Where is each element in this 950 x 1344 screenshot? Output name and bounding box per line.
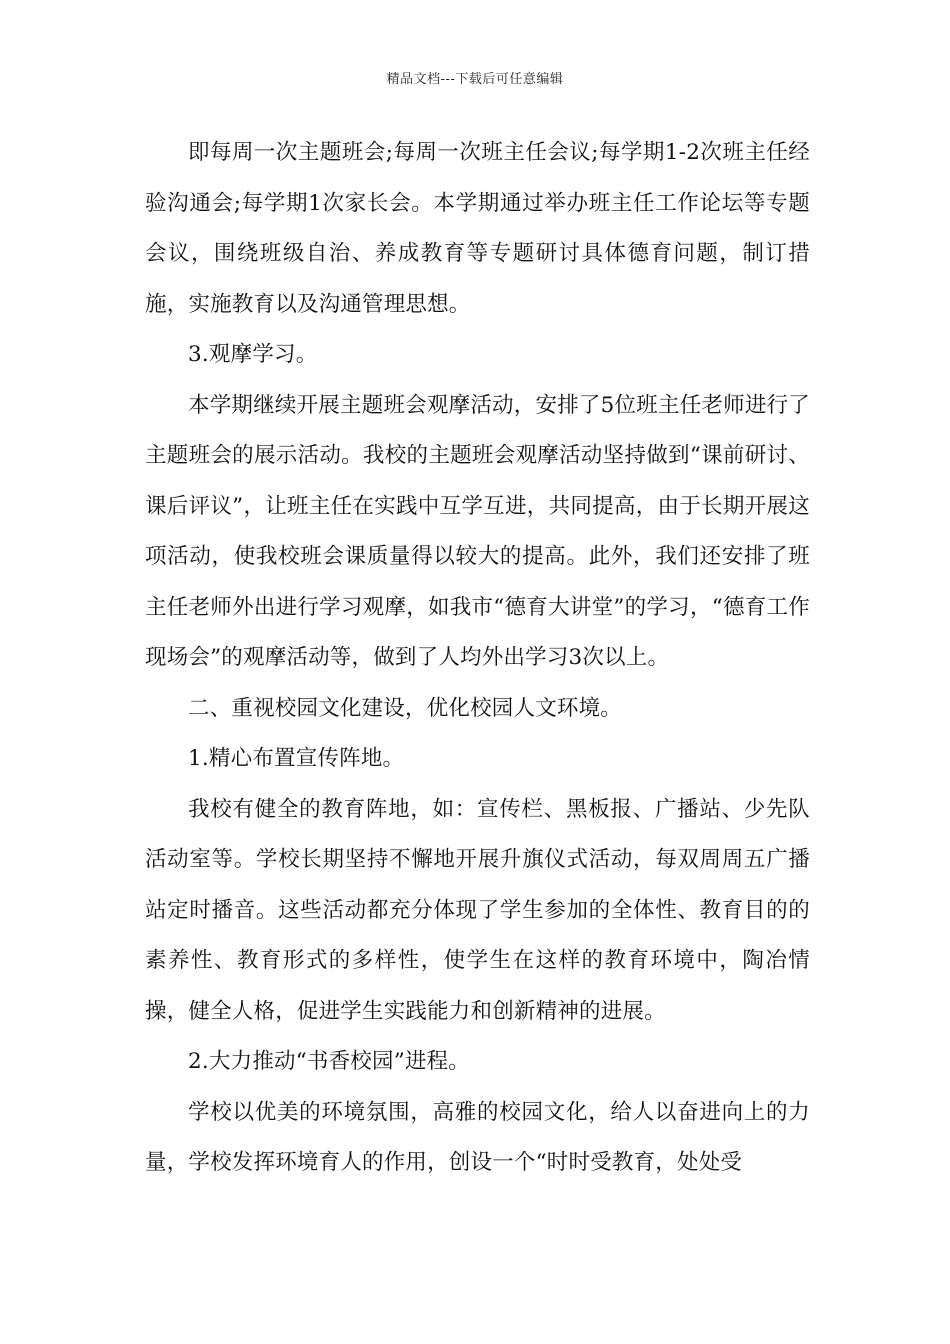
paragraph-observation: 本学期继续开展主题班会观摩活动，安排了5位班主任老师进行了主题班会的展示活动。我校的主题班会观摩活动坚持做到“课前研讨、课后评议”，让班主任在实践中互学互进，共同提高，由于长期开展这项活动，使我校班会课质量得以较大的提高。此外，我们还安排了班主任老师外出进行学习观摩，如我市“德育大讲堂”的学习，“德育工作现场会”的观摩活动等，做到了人均外出学习3次以上。 <box>145 392 810 670</box>
paragraph-meetings: 即每周一次主题班会;每周一次班主任会议;每学期1-2次班主任经验沟通会;每学期1次家长会。本学期通过举办班主任工作论坛等专题会议，围绕班级自治、养成教育等专题研讨具体德育问题，制订措施，实施教育以及沟通管理思想。 <box>145 140 810 317</box>
paragraph-publicity: 我校有健全的教育阵地，如：宣传栏、黑板报、广播站、少先队活动室等。学校长期坚持不懈地开展升旗仪式活动，每双周周五广播站定时播音。这些活动都充分体现了学生参加的全体性、教育目的的素养性、教育形式的多样性，使学生在这样的教育环境中，陶冶情操，健全人格，促进学生实践能力和创新精神的进展。 <box>145 796 810 1024</box>
page-header: 精品文档---下载后可任意编辑 <box>386 72 564 87</box>
heading-publicity: 1.精心布置宣传阵地。 <box>188 746 405 771</box>
paragraph-environment: 学校以优美的环境氛围，高雅的校园文化，给人以奋进向上的力量，学校发挥环境育人的作用，创设一个“时时受教育，处处受 <box>145 1099 810 1175</box>
heading-scholarly-campus: 2.大力推动“书香校园”进程。 <box>188 1049 470 1074</box>
heading-campus-culture: 二、重视校园文化建设，优化校园人文环境。 <box>188 695 623 721</box>
heading-observation-study: 3.观摩学习。 <box>188 342 318 367</box>
document-body <box>145 128 810 1189</box>
